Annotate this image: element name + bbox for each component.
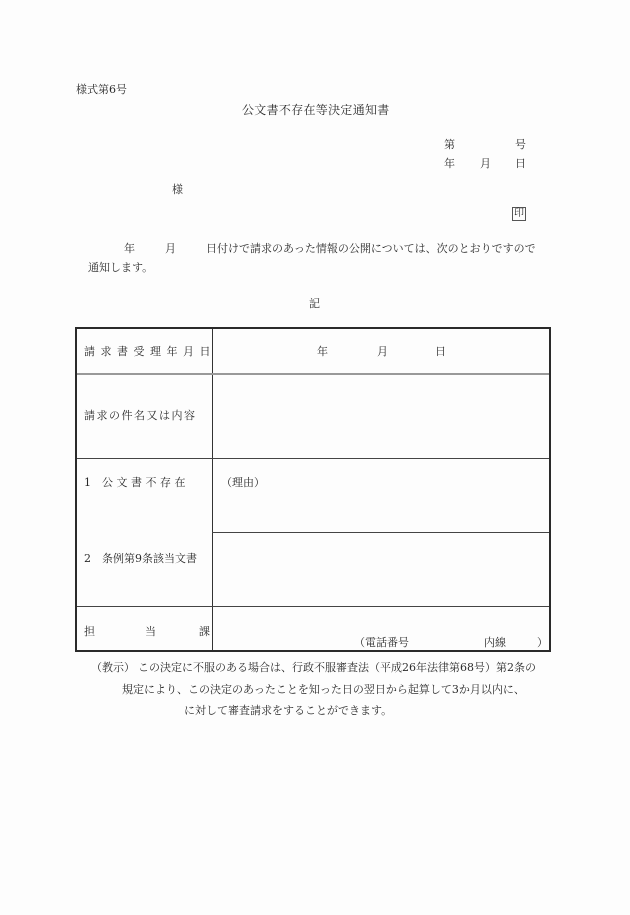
row-label-dept-2: 当 — [145, 625, 156, 638]
notice-label: （教示） — [91, 661, 135, 674]
receipt-day: 日 — [435, 345, 446, 358]
addressee-suffix: 様 — [172, 183, 183, 196]
article9-field[interactable] — [217, 537, 542, 602]
row-divider — [77, 606, 549, 607]
reason-field[interactable] — [217, 491, 542, 529]
row-divider — [212, 532, 549, 533]
body-line-1 — [124, 243, 536, 254]
ki-heading: 記 — [309, 297, 320, 310]
receipt-month: 月 — [377, 345, 388, 358]
row-divider — [77, 373, 549, 375]
doc-number-suffix: 号 — [515, 138, 526, 151]
row-label-dept-3: 課 — [199, 625, 210, 638]
body-year: 年 — [124, 242, 135, 255]
row-label-dept-1: 担 — [84, 625, 95, 638]
column-divider — [212, 329, 213, 650]
body-line-2: 通知します。 — [88, 261, 154, 274]
receipt-date-field[interactable] — [217, 335, 542, 369]
row-label-nonexistent: 1 公 文 書 不 存 在 — [84, 476, 186, 489]
row-label-request-subject: 請求の件名又は内容 — [84, 409, 197, 422]
date-year-label: 年 — [444, 157, 455, 170]
notice-line-3: に対して審査請求をすることができます。 — [184, 704, 393, 717]
date-month-label: 月 — [480, 157, 491, 170]
seal-icon: 印 — [514, 208, 524, 219]
department-field[interactable] — [217, 611, 542, 633]
row-label-receipt-date: 請 求 書 受 理 年 月 日 — [84, 345, 212, 358]
phone-label: （電話番号 — [354, 636, 409, 649]
row-label-article9: 2 条例第9条該当文書 — [84, 552, 197, 565]
body-month: 月 — [165, 242, 176, 255]
date-day-label: 日 — [515, 157, 526, 170]
notice-line-2: 規定により、この決定のあったことを知った日の翌日から起算して3か月以内に、 — [122, 683, 525, 696]
body-text: 日付けで請求のあった情報の公開については、次のとおりですので — [206, 242, 536, 255]
notice-line-1: この決定に不服のある場合は、行政不服審査法（平成26年法律第68号）第2条の — [138, 661, 536, 674]
doc-number-prefix: 第 — [444, 138, 455, 151]
form-number: 様式第6号 — [76, 83, 127, 96]
receipt-year: 年 — [317, 345, 328, 358]
decision-table — [75, 327, 551, 652]
phone-close-paren: ） — [537, 636, 548, 649]
document-title: 公文書不存在等決定通知書 — [242, 103, 390, 117]
request-subject-field[interactable] — [217, 379, 542, 454]
row-divider — [77, 458, 549, 459]
extension-label: 内線 — [484, 636, 506, 649]
reason-label: （理由） — [221, 476, 265, 489]
